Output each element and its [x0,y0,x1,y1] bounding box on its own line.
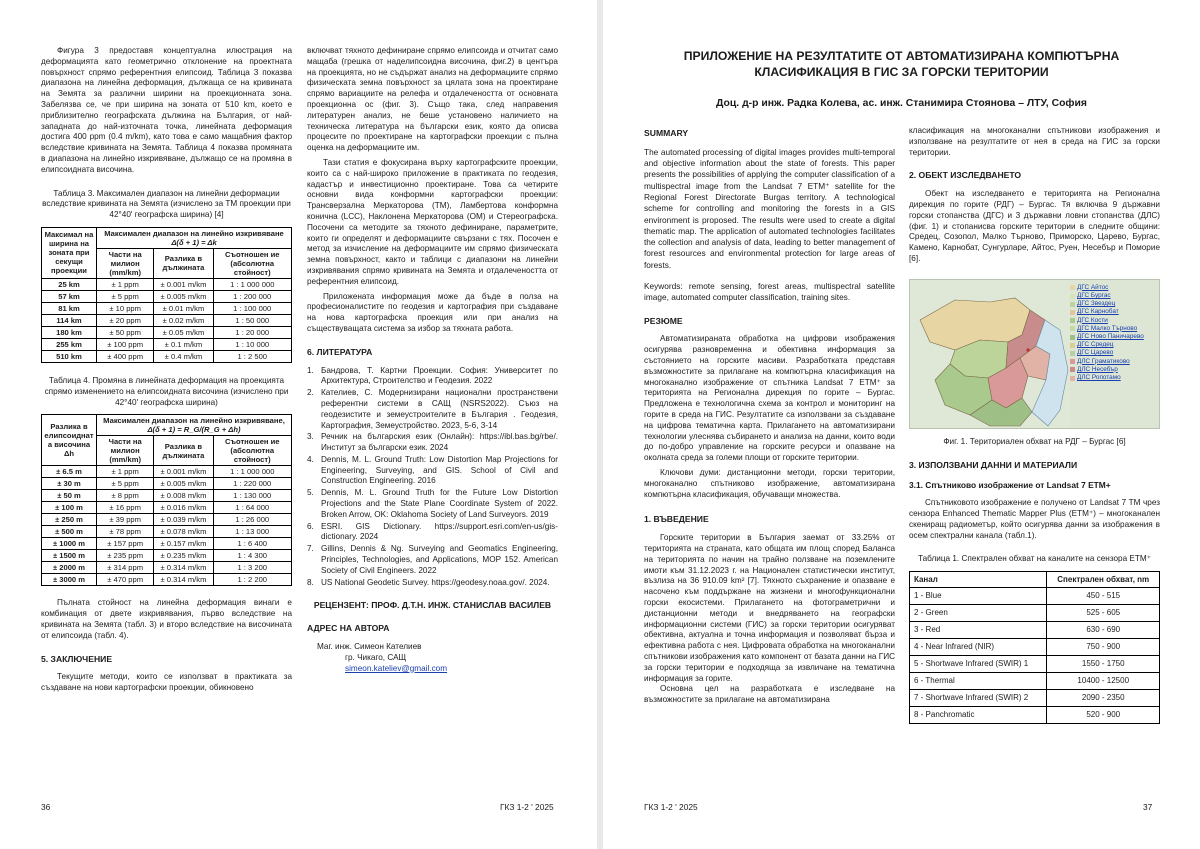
table-cell: ± 0.001 m/km [154,466,213,478]
reference-number: 2. [307,388,314,398]
conclusion-heading: 5. ЗАКЛЮЧЕНИЕ [41,653,113,664]
table4-header-height: Разлика в елипсоиднат а височина Δh [42,415,97,466]
spectral-table [909,571,1160,724]
table-cell: 6 - Thermal [910,673,1047,690]
table-cell: 750 - 900 [1047,639,1160,656]
author-email-link[interactable]: simeon.kateliev@gmail.com [345,663,448,673]
table-cell: ± 50 ppm [97,326,154,338]
table3-row [42,302,292,314]
reviewer-line: РЕЦЕНЗЕНТ: ПРОФ. Д.Т.Н. ИНЖ. СТАНИСЛАВ ВАСИЛЕВ [313,600,552,611]
table3-header-ppm: Части на милион (mm/km) [97,248,154,278]
table-cell: ± 6.5 m [42,466,97,478]
legend-label: ДГС Малко Търново [1077,324,1138,332]
table-cell: ± 0.001 m/km [154,278,213,290]
table-cell: ± 0.314 m/km [154,574,213,586]
reference-text: US National Geodetic Survey. https://geodesy.noaa.gov/. 2024. [321,577,550,587]
keywords-en: Keywords: remote sensing, forest areas, multispectral satellite image, automated computer classification, training sites. [644,281,895,303]
table-cell: 1 : 20 000 [213,326,291,338]
table-cell: ± 1 ppm [97,466,154,478]
table4-row [42,574,292,586]
table-cell: 1 : 130 000 [213,490,291,502]
table-cell: 1 : 100 000 [213,302,291,314]
legend-swatch [1070,376,1075,381]
table-cell: ± 16 ppm [97,502,154,514]
table-cell: 1 : 50 000 [213,314,291,326]
table-cell: 520 - 900 [1047,707,1160,724]
conclusion-paragraph: Текущите методи, които се използват в практиката за създаване на нови картографски проекции, обикновено [41,672,292,693]
legend-item [1070,366,1144,374]
table-cell: ± 0.1 m/km [154,338,213,350]
reference-item [307,455,558,487]
table-cell: ± 0.157 m/km [154,538,213,550]
table-cell: 114 km [42,314,97,326]
table-cell: 450 - 515 [1047,588,1160,605]
reference-list [307,366,558,589]
table-cell: ± 400 ppm [97,350,154,362]
reference-text: Dennis, M. L. Ground Truth for the Future Low Distortion Projections and the State Plane Coordinate System of 2022. Broken Arrow, OK: Oklahoma Society of Land Surveyors. 2019 [321,488,558,519]
landsat-paragraph: Спътниковото изображение е получено от Landsat 7 TM чрез сензора Enhanced Thematic Mapper Plus (ETM⁺) – многоканален скениращ радиометър, който осигурява данни за изображения в осем спектрални канала (табл.1). [909,498,1160,540]
right-page [603,0,1200,849]
territory-map-figure [909,279,1160,429]
table-cell: 180 km [42,326,97,338]
table-cell: 1 : 26 000 [213,514,291,526]
table-cell: ± 314 ppm [97,562,154,574]
table4-body [42,466,292,586]
table-cell: ± 0.005 m/km [154,290,213,302]
table-cell: ± 5 ppm [97,290,154,302]
reference-number: 8. [307,577,314,587]
left-column-1 [41,46,292,694]
spectral-table-row [910,673,1160,690]
table4-row [42,490,292,502]
table-cell: 1 : 220 000 [213,478,291,490]
table-cell: ± 0.4 m/km [154,350,213,362]
table4-row [42,502,292,514]
legend-swatch [1070,359,1075,364]
object-paragraph: Обект на изследването е територията на Регионална дирекция по горите (РДГ) – Бургас. Тя включва 9 държавни горски стопанства (ДГС) и 3 държавни ловни стопанства (ДЛС) (фиг. 1) и стопанисва горските територии в следните общини: Средец, Созопол, Малко Търново, Приморско, Царево, Бургас, Камено, Карнобат, Сунгурларе, Айтос, Руен, Несебър и Поморие [6]. [909,189,1160,263]
legend-swatch [1070,367,1075,372]
spectral-table-row [910,622,1160,639]
legend-item [1070,358,1144,366]
spectral-table-row [910,605,1160,622]
col2-paragraph-3: Приложената информация може да бъде в полза на професионалистите по геодезия и картография при създаване на нова картографска проекция или при анализ на съществуващата система за избор за тяхната работа. [307,291,558,333]
table-cell: 630 - 690 [1047,622,1160,639]
legend-swatch [1070,302,1075,307]
table-cell: ± 1 ppm [97,278,154,290]
resume-text: Автоматизираната обработка на цифрови изображения осигурява разновременна и обективна информация за състоянието на горските масиви. Разработката представя възможностите за прилагане на компютърна класификация на многоканално изображение от спътника Landsat 7 ETM⁺ за територията на Регионална дирекция по горите – Бургас. Предложена е технологична схема за контрол и мониторинг на горите в среда на ГИС. Резултатите са използвани за създаване на цифрова тематична карта. Прилагането на автоматизирани технологии улеснява събирането и анализа на данни, които води до по-добро управление на горските ресурси и опазване на околната среда за големи площи от горските територии. [644,334,895,463]
table-cell: 2 - Green [910,605,1047,622]
reference-item [307,522,558,544]
legend-label: ДГС Айтос [1077,283,1109,291]
reference-item [307,388,558,431]
legend-item [1070,284,1144,292]
left-column-2 [307,46,558,674]
table-cell: 1 : 64 000 [213,502,291,514]
article-authors: Доц. д-р инж. Радка Колева, ас. инж. Станимира Стоянова – ЛТУ, София [716,98,1087,109]
article-title: ПРИЛОЖЕНИЕ НА РЕЗУЛТАТИТЕ ОТ АВТОМАТИЗИРАНА КОМПЮТЪРНА КЛАСИФИКАЦИЯ В ГИС ЗА ГОРСКИ ТЕРИТОРИИ [683,49,1120,79]
table4-row [42,526,292,538]
legend-label: ДГС Карнобат [1077,308,1119,316]
legend-item [1070,308,1144,316]
table3-row [42,314,292,326]
legend-item [1070,349,1144,357]
table4-row [42,550,292,562]
table-cell: ± 3000 m [42,574,97,586]
legend-item [1070,341,1144,349]
reference-number: 4. [307,454,314,464]
reference-text: Бандрова, Т. Картни Проекции. София: Университет по Архитектура, Строителство и Геодезия. 2022 [321,365,558,386]
right-page-number: 37 [1143,802,1153,812]
legend-swatch [1070,310,1075,315]
reference-text: Dennis, M. L. Ground Truth: Low Distortion Map Projections for Engineering, Surveying, and GIS. School of Civil and Construction Engineering. 2016 [321,454,558,486]
table3 [41,227,292,363]
table-cell: ± 30 m [42,478,97,490]
table-cell: 5 - Shortwave Infrared (SWIR) 1 [910,656,1047,673]
table-cell: ± 0.314 m/km [154,562,213,574]
reference-text: Gillins, Dennis & Ng. Surveying and Geomatics Engineering, Principles, Technologies, and Applications, MOP 152. American Society of Civil Engineers. 2022 [321,544,558,575]
table3-header-group: Максимален диапазон на линейно изкривяване Δ(δ + 1) = Δk [97,227,292,248]
reference-item [307,578,558,589]
table-cell: ± 100 m [42,502,97,514]
table-cell: ± 500 m [42,526,97,538]
legend-item [1070,292,1144,300]
table-cell: ± 0.005 m/km [154,478,213,490]
table-cell: ± 0.039 m/km [154,514,213,526]
spectral-table-row [910,588,1160,605]
reference-item [307,432,558,454]
right-column-1 [644,126,895,706]
table4-caption: Таблица 4. Промяна в линейната деформация на проекцията спрямо изменението на елипсоидната височина (изчислено при 42°40' географска ширина) [44,375,289,407]
table-cell: ± 8 ppm [97,490,154,502]
table3-header-width: Максимал на ширина на зоната при секущи проекции [42,227,97,278]
table-cell: 510 km [42,350,97,362]
table-cell: 1 : 200 000 [213,290,291,302]
table3-caption: Таблица 3. Максимален диапазон на линейни деформации вследствие кривината на Земята (изчислено за TM проекции при 42°40' географска ширина) [4] [42,188,291,220]
table-cell: ± 2000 m [42,562,97,574]
legend-item [1070,317,1144,325]
table-cell: ± 1500 m [42,550,97,562]
table1-header-range: Спектрален обхват, nm [1047,572,1160,588]
table-cell: ± 235 ppm [97,550,154,562]
table-cell: 2090 - 2350 [1047,690,1160,707]
table-cell: 1 : 2 200 [213,574,291,586]
table-cell: ± 157 ppm [97,538,154,550]
legend-label: ДГС Царево [1077,349,1114,357]
legend-label: ДЛС Ропотамо [1077,374,1121,381]
table-cell: 1 : 10 000 [213,338,291,350]
left-page [0,0,597,849]
reference-number: 5. [307,488,314,498]
table-cell: 1550 - 1750 [1047,656,1160,673]
legend-label: ДГС Бургас [1077,291,1111,299]
summary-heading: SUMMARY [644,128,689,138]
data-heading: 3. ИЗПОЛЗВАНИ ДАННИ И МАТЕРИАЛИ [909,459,1078,470]
reference-number: 1. [307,365,314,375]
after-tables-paragraph: Пълната стойност на линейна деформация винаги е комбинация от двете изкривявания, първо вследствие на кривината на Земята (табл. 3) и второ вследствие на височината от елипсоида (табл. 4). [41,598,292,640]
table-cell: 1 : 1 000 000 [213,466,291,478]
legend-label: ДЛС Несебър [1077,365,1118,373]
table4-row [42,466,292,478]
table3-row [42,278,292,290]
table-cell: ± 0.01 m/km [154,302,213,314]
table-cell: 4 - Near Infrared (NIR) [910,639,1047,656]
legend-item [1070,325,1144,333]
table-cell: ± 0.008 m/km [154,490,213,502]
table-cell: 57 km [42,290,97,302]
legend-swatch [1070,294,1075,299]
table3-row [42,326,292,338]
introduction-paragraph-2: Основна цел на разработката е изследване на възможностите за прилагане на автоматизирана [644,684,895,705]
summary-text: The automated processing of digital images provides multi-temporal and objective information about the state of forests. This paper presents the possibilities of applying the computer classification of a multispectral image from the Landsat 7 ETM⁺ satellite for the Regional Forest Directorate Burgas territory. A technological scheme for controlling and monitoring the forests in a GIS environment is proposed. The results were used to create a digital thematic map. The application of automated technologies facilitates the collection and analysis of data, leading to better management of forest resources and environmental protection for large areas of forests. [644,146,895,270]
table-cell: ± 20 ppm [97,314,154,326]
table-cell: ± 1000 m [42,538,97,550]
legend-swatch [1070,351,1075,356]
col2-paragraph-1: включват тяхното дефиниране спрямо елипсоида и отчитат само мащаба (грешка от наделипсоидна височина, фиг.2) в центъра на проекцията, но не съдържат анализ на деформациите спрямо физическата земна повърхност за цялата зона на проектиране спрямо вариациите на релефа и отдалечеността от основната проекционна ос (фиг. 3). Също така, след направения литературен анализ, не беше установено наличието на техническа литература на български език, която да описва процесите по проектиране на картографски проекции с пълна оценка на деформациите им. [307,46,558,153]
legend-label: ДГС Ново Паничарево [1077,332,1144,340]
table4-header-length: Разлика в дължината [154,436,213,466]
keywords-bg: Ключови думи: дистанционни методи, горски територии, многоканално спътниково изображение, автоматизирана компютърна класификация, обучаващи множества. [644,468,895,499]
map-legend [1070,284,1144,382]
table-cell: 7 - Shortwave Infrared (SWIR) 2 [910,690,1047,707]
table-cell: ± 39 ppm [97,514,154,526]
table-cell: ± 78 ppm [97,526,154,538]
table4-header-ratio: Съотношен ие (абсолютна стойност) [213,436,291,466]
table-cell: ± 0.02 m/km [154,314,213,326]
table-cell: 25 km [42,278,97,290]
table4-row [42,562,292,574]
table-cell: 1 : 4 300 [213,550,291,562]
table4-header-group: Максимален диапазон на линейно изкривяване, Δ(δ + 1) = R_G/(R_G + Δh) [97,415,292,436]
table3-row [42,350,292,362]
table4 [41,414,292,586]
reference-number: 3. [307,432,314,442]
left-page-number: 36 [41,802,51,812]
table-cell: ± 470 ppm [97,574,154,586]
spectral-table-body [910,588,1160,724]
introduction-paragraph-1: Горските територии в България заемат от 33.25% от територията на страната, като общата им площ според Баланса на територията по начин на трайно ползване на поземлените имоти към 31.12.2023 г. на Национален статистически институт, възлиза на 36 910.09 km² [7]. Тяхното съхранение и опазване е насочено към поддържане на жизнени и многофункционални горски екосистеми. Прилагането на фотограметрични и дистанционни методи и внедряването на географски информационни системи (ГИС) за горски територии осигуряват обективна, актуална и точна информация и позволяват бърза и ефективна работа с нея. Цифровата обработка на многоканални спътникови изображения като компонент от базата данни на ГИС за горски територии е подходяща за извличане на тематична информация за горите. [644,533,895,683]
figure1-caption: Фиг. 1. Териториален обхват на РДГ – Бургас [6] [943,436,1126,446]
legend-swatch [1070,343,1075,348]
spectral-table-row [910,656,1160,673]
reference-item [307,366,558,388]
intro-paragraph: Фигура 3 предоставя концептуална илюстрация на деформацията като геометрично отклонение на проектната повърхност спрямо референтния елипсоид. Таблица 3 показва диапазона на линейна деформация, дължаща се на кривината на Земята за различни ширини на проекционната зона. Забелязва се, че при ширина на зоната от 510 km, което е приблизително географската дължина на България, от най-западната до най-източната точка, линейната деформация достига 400 ppm (0.4 m/km), като това е само мащабния фактор вследствие кривината на Земята. Таблица 4 показва промяната в диапазона на линейно изкривяване, дължащо се на промяна в елипсоидната височина. [41,46,292,174]
right-journal-footer: ГКЗ 1-2 ' 2025 [644,802,698,812]
legend-label: ДГС Кости [1077,316,1108,324]
introduction-heading: 1. ВЪВЕДЕНИЕ [644,514,709,525]
table-cell: 10400 - 12500 [1047,673,1160,690]
table3-body [42,278,292,362]
legend-label: ДЛС Граматиково [1077,357,1130,365]
table1-caption: Таблица 1. Спектрален обхват на каналите на сензора ETM⁺ [917,554,1152,564]
legend-swatch [1070,285,1075,290]
table3-row [42,338,292,350]
legend-label: ДГС Звездец [1077,300,1116,308]
table-cell: ± 0.016 m/km [154,502,213,514]
reference-number: 6. [307,521,314,531]
address-block [307,642,558,674]
landsat-subheading: 3.1. Спътниково изображение от Landsat 7 ETM+ [909,480,1111,491]
address-heading: АДРЕС НА АВТОРА [307,623,390,634]
col2-continuation: класификация на многоканални спътникови изображения и използване на резултатите от нея в среда на ГИС за горски територии. [909,126,1160,157]
table3-row [42,290,292,302]
table-cell: ± 0.078 m/km [154,526,213,538]
table-cell: 1 : 2 500 [213,350,291,362]
reference-text: Речник на българския език (Онлайн): https://ibl.bas.bg/rbe/. Институт за български език. 2024 [321,432,558,453]
table3-header-length: Разлика в дължината [154,248,213,278]
table-cell: 525 - 605 [1047,605,1160,622]
resume-heading: РЕЗЮМЕ [644,315,683,326]
address-name: Маг. инж. Симеон Кателиев [317,642,422,652]
spectral-table-row [910,707,1160,724]
table-cell: 1 : 6 400 [213,538,291,550]
table4-header-ppm: Части на милион (mm/km) [97,436,154,466]
table-cell: 3 - Red [910,622,1047,639]
legend-swatch [1070,318,1075,323]
table-cell: 8 - Panchromatic [910,707,1047,724]
table-cell: 1 : 13 000 [213,526,291,538]
literature-heading: 6. ЛИТЕРАТУРА [307,346,373,357]
table-cell: 1 - Blue [910,588,1047,605]
spectral-table-row [910,639,1160,656]
spectral-table-row [910,690,1160,707]
table-cell: 81 km [42,302,97,314]
legend-item [1070,333,1144,341]
left-journal-footer: ГКЗ 1-2 ' 2025 [500,802,554,812]
table-cell: 1 : 3 200 [213,562,291,574]
territory-map [910,280,1070,429]
legend-swatch [1070,326,1075,331]
table3-header-ratio: Съотношен ие (абсолютна стойност) [213,248,291,278]
address-city: гр. Чикаго, САЩ [345,652,407,662]
table-cell: ± 5 ppm [97,478,154,490]
table4-row [42,478,292,490]
table-cell: 255 km [42,338,97,350]
reference-number: 7. [307,544,314,554]
legend-swatch [1070,335,1075,340]
reference-text: ESRI. GIS Dictionary. https://support.esri.com/en-us/gis-dictionary. 2024 [321,521,558,542]
table-cell: 1 : 1 000 000 [213,278,291,290]
table-cell: ± 0.05 m/km [154,326,213,338]
table-cell: ± 250 m [42,514,97,526]
right-column-2 [909,126,1160,724]
object-heading: 2. ОБЕКТ ИЗСЛЕДВАНЕТО [909,170,1022,181]
table4-row [42,514,292,526]
table1-header-channel: Канал [910,572,1047,588]
reference-text: Кателиев, С. Модернизирани национални пространствени референтни системи в САЩ (NSRS2022). Съюз на геодезистите и земеустроителите в България . Геодезия, Картография, Земеустройство. 2023, 5-6, 3-14 [321,388,558,430]
table-cell: ± 50 m [42,490,97,502]
legend-label: ДГС Средец [1077,341,1114,349]
reference-item [307,488,558,520]
reference-item [307,544,558,576]
col2-paragraph-2: Тази статия е фокусирана върху картографските проекции, които са с най-широко приложение в практиката по геодезия, кадастър и инвестиционно проектиране. Това са четирите основни вида конформни картографски проекции: Трансверзална Меркаторова (TM), Ламбертова конформна конична (LCC), Наклонена Меркаторова (OM) и Стереографска. Посочени са методите за тяхното дефиниране, параметрите, които ги определят и деформациите свързани с тях. Посочен е метод за изчисление на деформациите им спрямо физическата земна повърхност, както и таблици с диапазони на линейни изкривявания спрямо кривината на Земята и отдалечеността от референтния елипсоид. [307,157,558,286]
legend-item [1070,374,1144,382]
table-cell: ± 100 ppm [97,338,154,350]
table-cell: ± 10 ppm [97,302,154,314]
table4-row [42,538,292,550]
table-cell: ± 0.235 m/km [154,550,213,562]
